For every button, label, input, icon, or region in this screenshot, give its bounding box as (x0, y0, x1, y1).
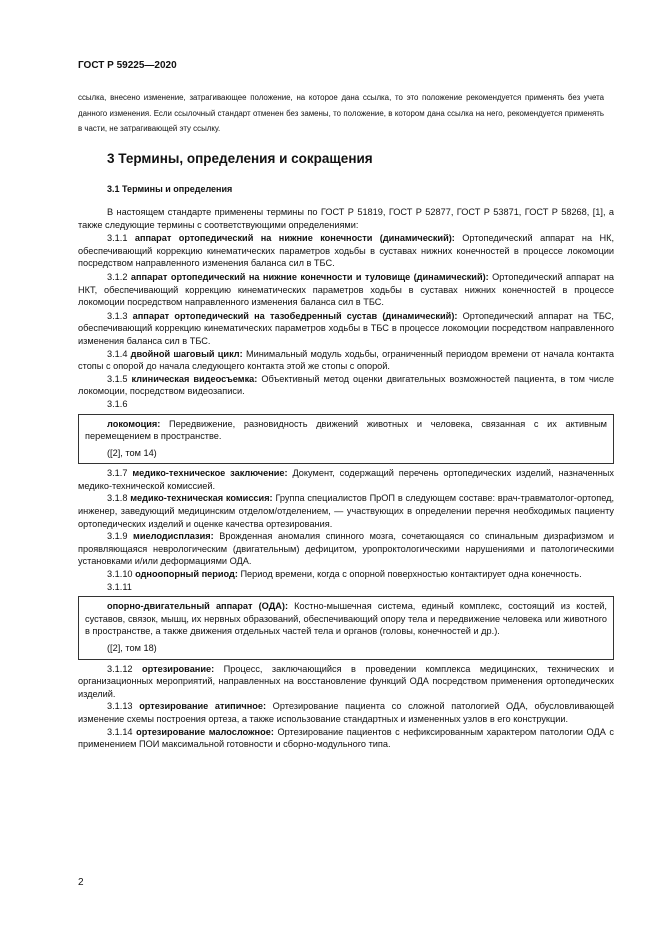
term-3-1-11-number: 3.1.11 (107, 581, 132, 592)
term-definition: Ортопедический аппарат на ТБС, обеспечивающий коррекцию кинематических параметров ходьбы в ТБС в процессе локомоции посредством направленного изменения баланса сил в ТБС. (78, 310, 614, 346)
term-name: одноопорный период: (135, 569, 238, 580)
term-name: медико-техническое заключение: (132, 468, 288, 479)
term-source: ([2], том 14) (107, 447, 157, 458)
term-definition: Группа специалистов ПрОП в следующем составе: врач-травматолог-ортопед, инженер, заведующий медицинским отделом/отделением, — участвующих в определении перечня необходимых пациенту ортопедических изделий и оценке качества ортезирования. (78, 493, 615, 529)
term-3-1-8 (78, 492, 614, 530)
term-definition: Врожденная аномалия спинного мозга, сочетающаяся со спинальным дизрафизмом и проявляющаяся неврологическим (двигательным) дефицитом, уропроктологическими нарушениями и патологическими установками и/или деформациями ОДА. (78, 531, 614, 567)
term-number: 3.1.13 (107, 701, 133, 712)
term-definition: Документ, содержащий перечень ортопедических изделий, назначенных медико-технической комиссией. (78, 468, 615, 491)
term-number: 3.1.8 (107, 493, 128, 504)
page-number: 2 (78, 877, 84, 888)
term-source: ([2], том 18) (107, 643, 157, 653)
term-name: аппарат ортопедический на нижние конечности и туловище (динамический): (130, 271, 489, 282)
subsection-title: 3.1 Термины и определения (107, 184, 233, 194)
term-definition: Костно-мышечная система, единый комплекс, состоящий из костей, суставов, связок, мышц, их нервных образований, обеспечивающий опору тела и передвижение человека или животного в пространстве, а также движения отдельных частей тела и органов (головы, конечностей и др.). (85, 601, 607, 637)
term-number: 3.1.10 (107, 569, 133, 580)
term-name: миелодисплазия: (133, 531, 214, 542)
intro-paragraph: ссылка, внесено изменение, затрагивающее положение, на которое дана ссылка, то это положение рекомендуется применять без учета данного изменения. Если ссылочный стандарт отменен без замены, то положение, в котором дана ссылка на него, рекомендуется применять в части, не затрагивающей эту ссылку. (78, 93, 604, 133)
term-definition: Минимальный модуль ходьбы, ограниченный периодом времени от начала контакта стопы с опорой до начала следующего контакта этой же стопы с опорой. (78, 348, 614, 372)
term-number: 3.1.2 (107, 271, 128, 282)
term-number: 3.1.4 (107, 348, 128, 359)
term-definition: Процесс, заключающийся в проведении комплекса медицинских, технических и организационных мероприятий, направленных на восстановление функций ОДА посредством применения ортопедических изделий. (78, 663, 614, 699)
quoted-term-box (78, 414, 614, 465)
quoted-term-box (78, 596, 614, 659)
term-name: клиническая видеосъемка: (131, 373, 258, 384)
term-3-1-4 (78, 348, 614, 373)
term-name: ортезирование: (142, 663, 215, 674)
terms-body (78, 206, 614, 751)
term-3-1-7 (78, 467, 614, 492)
term-name: медико-техническая комиссия: (130, 493, 273, 504)
term-definition: Период времени, когда с опорной поверхностью контактирует одна конечность. (240, 569, 582, 580)
standard-header: ГОСТ Р 59225—2020 (78, 60, 177, 71)
term-3-1-3 (78, 310, 614, 348)
term-number: 3.1.3 (107, 310, 128, 321)
term-3-1-12 (78, 663, 614, 701)
term-3-1-2 (78, 271, 614, 309)
term-definition: Объективный метод оценки двигательных возможностей пациента, в том числе локомоции, посредством видеозаписи. (78, 373, 614, 397)
section-title: 3 Термины, определения и сокращения (107, 151, 373, 166)
term-3-1-9 (78, 530, 614, 568)
term-name: опорно-двигательный аппарат (ОДА): (107, 601, 289, 612)
term-number: 3.1.5 (107, 373, 128, 384)
term-name: ортезирование малосложное: (136, 726, 274, 737)
term-name: аппарат ортопедический на тазобедренный сустав (динамический): (132, 310, 458, 321)
term-number: 3.1.7 (107, 468, 128, 479)
term-definition: Ортопедический аппарат на НКТ, обеспечивающий коррекцию кинематических параметров ходьбы в суставах нижних конечностей в процессе локомоции посредством направленного изменения баланса сил в ТБС. (78, 271, 615, 308)
term-number: 3.1.14 (107, 726, 133, 737)
term-3-1-5 (78, 373, 614, 398)
term-3-1-13 (78, 700, 614, 725)
lead-paragraph: В настоящем стандарте применены термины по ГОСТ Р 51819, ГОСТ Р 52877, ГОСТ Р 53871, ГОСТ Р 58268, [1], а также следующие термины с соответствующими определениями: (78, 207, 614, 230)
term-name: двойной шаговый цикл: (130, 348, 243, 359)
term-3-1-11 (85, 600, 607, 638)
term-3-1-14 (78, 726, 614, 751)
term-3-1-10 (78, 568, 614, 581)
term-3-1-6 (85, 418, 607, 443)
term-number: 3.1.1 (107, 233, 128, 244)
term-number: 3.1.12 (107, 663, 133, 674)
term-number: 3.1.9 (107, 531, 128, 542)
term-definition: Ортопедический аппарат на НК, обеспечивающий коррекцию кинематических параметров ходьбы в суставах нижних конечностей в процессе локомоции посредством направленного изменения баланса сил в ТБС. (78, 233, 614, 269)
term-definition: Ортезирование пациента со сложной патологией ОДА, обусловливающей изменение схемы построения ортеза, а также использование стандартных и измененных узлов в его конструкции. (78, 701, 614, 724)
term-3-1-1 (78, 232, 614, 270)
term-name: локомоция: (107, 418, 161, 429)
term-name: ортезирование атипичное: (139, 701, 267, 712)
term-name: аппарат ортопедический на нижние конечности (динамический): (134, 233, 455, 244)
term-definition: Передвижение, разновидность движений животных и человека, связанная с их активным перемещением в пространстве. (85, 418, 607, 442)
term-definition: Ортезирование пациентов с нефиксированным характером патологии ОДА с применением ПОИ максимальной готовности и сборно-модульного типа. (78, 726, 614, 750)
term-3-1-6-number: 3.1.6 (107, 398, 128, 409)
